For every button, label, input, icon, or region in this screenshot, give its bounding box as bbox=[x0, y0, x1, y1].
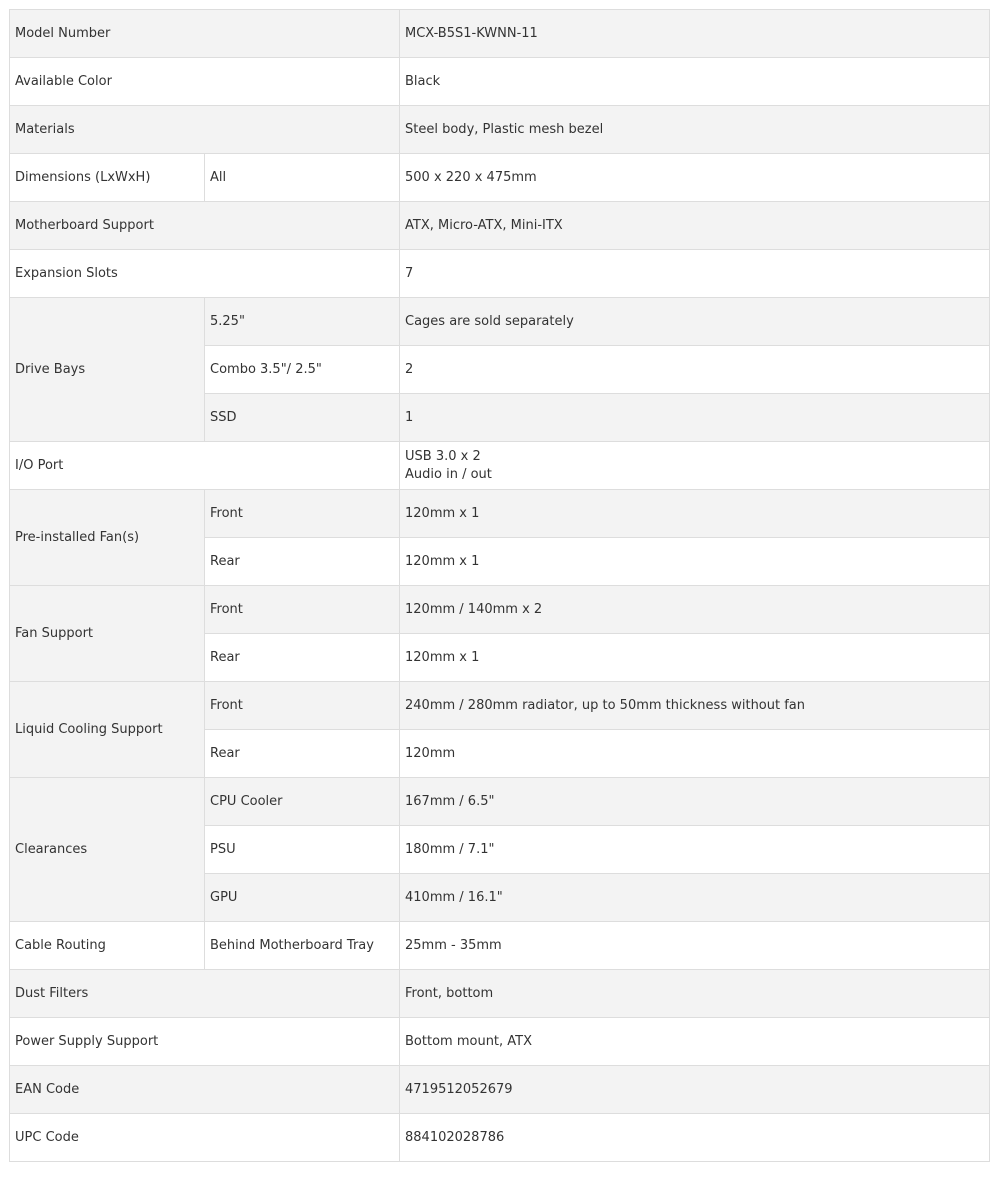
spec-value: 120mm x 1 bbox=[400, 634, 990, 682]
spec-label: Model Number bbox=[10, 10, 400, 58]
spec-label: I/O Port bbox=[10, 442, 400, 490]
table-row bbox=[10, 10, 990, 58]
spec-value-line: USB 3.0 x 2 bbox=[405, 448, 481, 464]
spec-sublabel: Behind Motherboard Tray bbox=[205, 922, 400, 970]
spec-value: 500 x 220 x 475mm bbox=[400, 154, 990, 202]
spec-label: Available Color bbox=[10, 58, 400, 106]
spec-label: Fan Support bbox=[10, 586, 205, 682]
spec-label: Pre-installed Fan(s) bbox=[10, 490, 205, 586]
spec-label: EAN Code bbox=[10, 1066, 400, 1114]
spec-value: ATX, Micro-ATX, Mini-ITX bbox=[400, 202, 990, 250]
spec-value: Cages are sold separately bbox=[400, 298, 990, 346]
spec-label: Clearances bbox=[10, 778, 205, 922]
spec-sublabel: Rear bbox=[205, 730, 400, 778]
spec-value: 120mm / 140mm x 2 bbox=[400, 586, 990, 634]
spec-label: Drive Bays bbox=[10, 298, 205, 442]
spec-value: 25mm - 35mm bbox=[400, 922, 990, 970]
spec-sublabel: Rear bbox=[205, 634, 400, 682]
spec-label: Power Supply Support bbox=[10, 1018, 400, 1066]
spec-value: Front, bottom bbox=[400, 970, 990, 1018]
spec-label: Motherboard Support bbox=[10, 202, 400, 250]
table-row bbox=[10, 586, 990, 634]
table-row bbox=[10, 970, 990, 1018]
spec-sublabel: CPU Cooler bbox=[205, 778, 400, 826]
table-row bbox=[10, 58, 990, 106]
spec-label: Dimensions (LxWxH) bbox=[10, 154, 205, 202]
spec-value: Steel body, Plastic mesh bezel bbox=[400, 106, 990, 154]
table-row bbox=[10, 442, 990, 490]
table-row bbox=[10, 490, 990, 538]
spec-value: 884102028786 bbox=[400, 1114, 990, 1162]
spec-value: 1 bbox=[400, 394, 990, 442]
spec-sublabel: All bbox=[205, 154, 400, 202]
spec-label: Dust Filters bbox=[10, 970, 400, 1018]
spec-value: 4719512052679 bbox=[400, 1066, 990, 1114]
table-row bbox=[10, 106, 990, 154]
spec-sublabel: 5.25" bbox=[205, 298, 400, 346]
table-row bbox=[10, 154, 990, 202]
table-row bbox=[10, 298, 990, 346]
specifications-table bbox=[9, 9, 990, 1162]
table-row bbox=[10, 682, 990, 730]
table-row bbox=[10, 1066, 990, 1114]
table-row bbox=[10, 202, 990, 250]
table-row bbox=[10, 778, 990, 826]
table-row bbox=[10, 922, 990, 970]
spec-sublabel: Rear bbox=[205, 538, 400, 586]
spec-sublabel: Combo 3.5"/ 2.5" bbox=[205, 346, 400, 394]
spec-value: 120mm x 1 bbox=[400, 538, 990, 586]
spec-value: MCX-B5S1-KWNN-11 bbox=[400, 10, 990, 58]
spec-value bbox=[400, 442, 990, 490]
spec-sublabel: GPU bbox=[205, 874, 400, 922]
spec-sublabel: SSD bbox=[205, 394, 400, 442]
table-row bbox=[10, 250, 990, 298]
spec-label: Materials bbox=[10, 106, 400, 154]
spec-value: Black bbox=[400, 58, 990, 106]
spec-label: UPC Code bbox=[10, 1114, 400, 1162]
spec-value: 180mm / 7.1" bbox=[400, 826, 990, 874]
spec-value: 2 bbox=[400, 346, 990, 394]
spec-value: 240mm / 280mm radiator, up to 50mm thickness without fan bbox=[400, 682, 990, 730]
spec-value: 410mm / 16.1" bbox=[400, 874, 990, 922]
table-row bbox=[10, 1114, 990, 1162]
spec-label: Cable Routing bbox=[10, 922, 205, 970]
table-row bbox=[10, 1018, 990, 1066]
spec-value: Bottom mount, ATX bbox=[400, 1018, 990, 1066]
spec-value: 120mm bbox=[400, 730, 990, 778]
spec-sublabel: PSU bbox=[205, 826, 400, 874]
spec-value: 120mm x 1 bbox=[400, 490, 990, 538]
spec-sublabel: Front bbox=[205, 586, 400, 634]
spec-sublabel: Front bbox=[205, 682, 400, 730]
spec-value-line: Audio in / out bbox=[405, 466, 492, 482]
spec-value: 7 bbox=[400, 250, 990, 298]
spec-value: 167mm / 6.5" bbox=[400, 778, 990, 826]
spec-sublabel: Front bbox=[205, 490, 400, 538]
spec-label: Liquid Cooling Support bbox=[10, 682, 205, 778]
spec-label: Expansion Slots bbox=[10, 250, 400, 298]
